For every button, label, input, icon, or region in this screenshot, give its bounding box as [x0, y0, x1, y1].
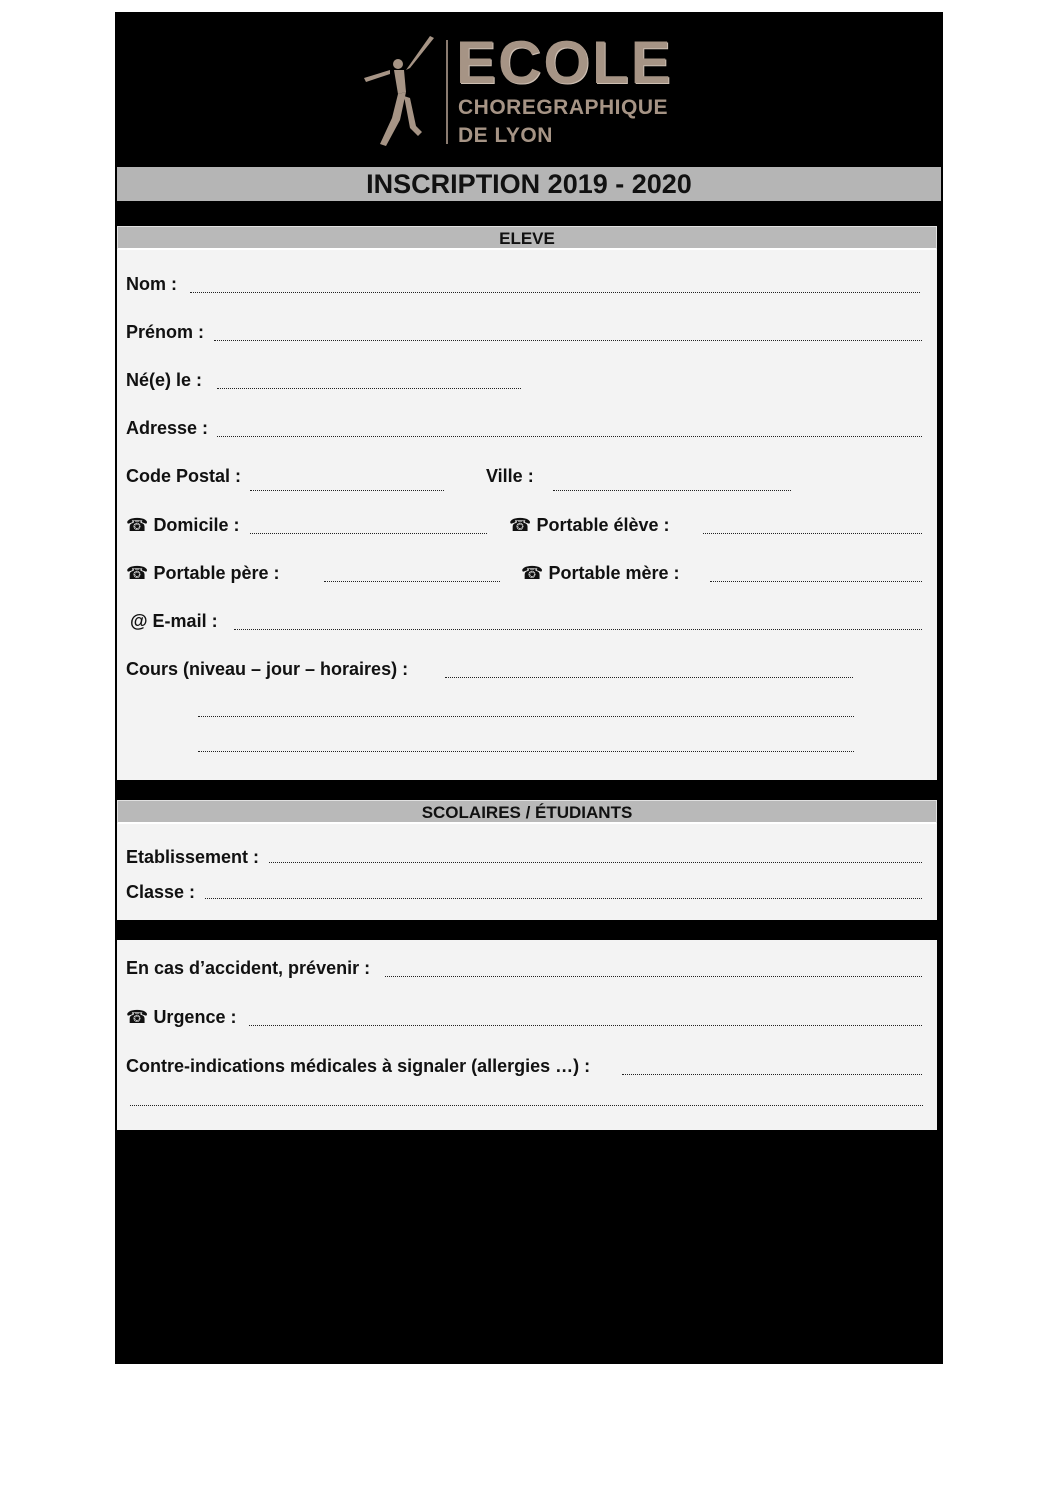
section-eleve-heading: ELEVE — [117, 226, 937, 250]
portable-eleve-text: Portable élève : — [536, 515, 670, 535]
section-eleve — [117, 226, 937, 780]
portable-mere-field[interactable] — [710, 581, 922, 582]
email-field[interactable] — [234, 629, 922, 630]
urgence-label — [126, 1007, 236, 1028]
section-scolaires-heading: SCOLAIRES / ÉTUDIANTS — [117, 800, 937, 824]
urgence-field[interactable] — [249, 1025, 922, 1026]
telephone-icon: ☎ — [521, 563, 544, 583]
logo-word: ECOLE — [456, 29, 673, 96]
ville-label: Ville : — [486, 466, 534, 486]
telephone-icon: ☎ — [126, 563, 149, 583]
domicile-label — [126, 515, 239, 536]
section-urgence — [117, 940, 937, 1130]
prenom-label: Prénom : — [126, 322, 205, 342]
nom-field[interactable] — [190, 292, 920, 293]
portable-mere-text: Portable mère : — [548, 563, 680, 583]
domicile-text: Domicile : — [153, 515, 240, 535]
school-logo — [360, 29, 700, 154]
cours-field-3[interactable] — [198, 751, 854, 752]
page-title: INSCRIPTION 2019 - 2020 — [117, 167, 941, 201]
urgence-text: Urgence : — [153, 1007, 237, 1027]
birthdate-label: Né(e) le : — [126, 370, 203, 390]
logo-divider — [446, 40, 448, 144]
prenom-field[interactable] — [214, 340, 922, 341]
classe-field[interactable] — [205, 898, 922, 899]
ville-field[interactable] — [553, 490, 791, 491]
cours-field-2[interactable] — [198, 716, 854, 717]
telephone-icon: ☎ — [126, 515, 149, 535]
contre-indications-field-2[interactable] — [130, 1105, 923, 1106]
birthdate-field[interactable] — [217, 388, 521, 389]
contre-indications-field-1[interactable] — [622, 1074, 922, 1075]
form-sheet — [115, 12, 943, 1364]
etablissement-field[interactable] — [269, 862, 922, 863]
portable-pere-label — [126, 563, 279, 584]
classe-label: Classe : — [126, 882, 196, 902]
code-postal-field[interactable] — [250, 490, 444, 491]
adresse-field[interactable] — [217, 436, 922, 437]
dancer-icon — [360, 34, 440, 150]
portable-eleve-field[interactable] — [703, 533, 922, 534]
telephone-icon: ☎ — [509, 515, 532, 535]
nom-label: Nom : — [126, 274, 177, 294]
portable-eleve-label — [509, 515, 670, 536]
domicile-field[interactable] — [250, 533, 487, 534]
cours-field-1[interactable] — [445, 677, 853, 678]
portable-pere-text: Portable père : — [153, 563, 280, 583]
prevenir-label: En cas d’accident, prévenir : — [126, 958, 371, 978]
prevenir-field[interactable] — [385, 976, 922, 977]
telephone-icon: ☎ — [126, 1007, 149, 1027]
email-label: @ E-mail : — [130, 611, 218, 631]
logo-line-choregraphique: CHOREGRAPHIQUE — [458, 96, 669, 119]
cours-label: Cours (niveau – jour – horaires) : — [126, 659, 409, 679]
portable-pere-field[interactable] — [324, 581, 500, 582]
portable-mere-label — [521, 563, 679, 584]
code-postal-label: Code Postal : — [126, 466, 242, 486]
section-scolaires — [117, 800, 937, 920]
adresse-label: Adresse : — [126, 418, 209, 438]
contre-indications-label: Contre-indications médicales à signaler (allergies …) : — [126, 1056, 591, 1076]
logo-line-de-lyon: DE LYON — [458, 124, 553, 147]
etablissement-label: Etablissement : — [126, 847, 260, 867]
